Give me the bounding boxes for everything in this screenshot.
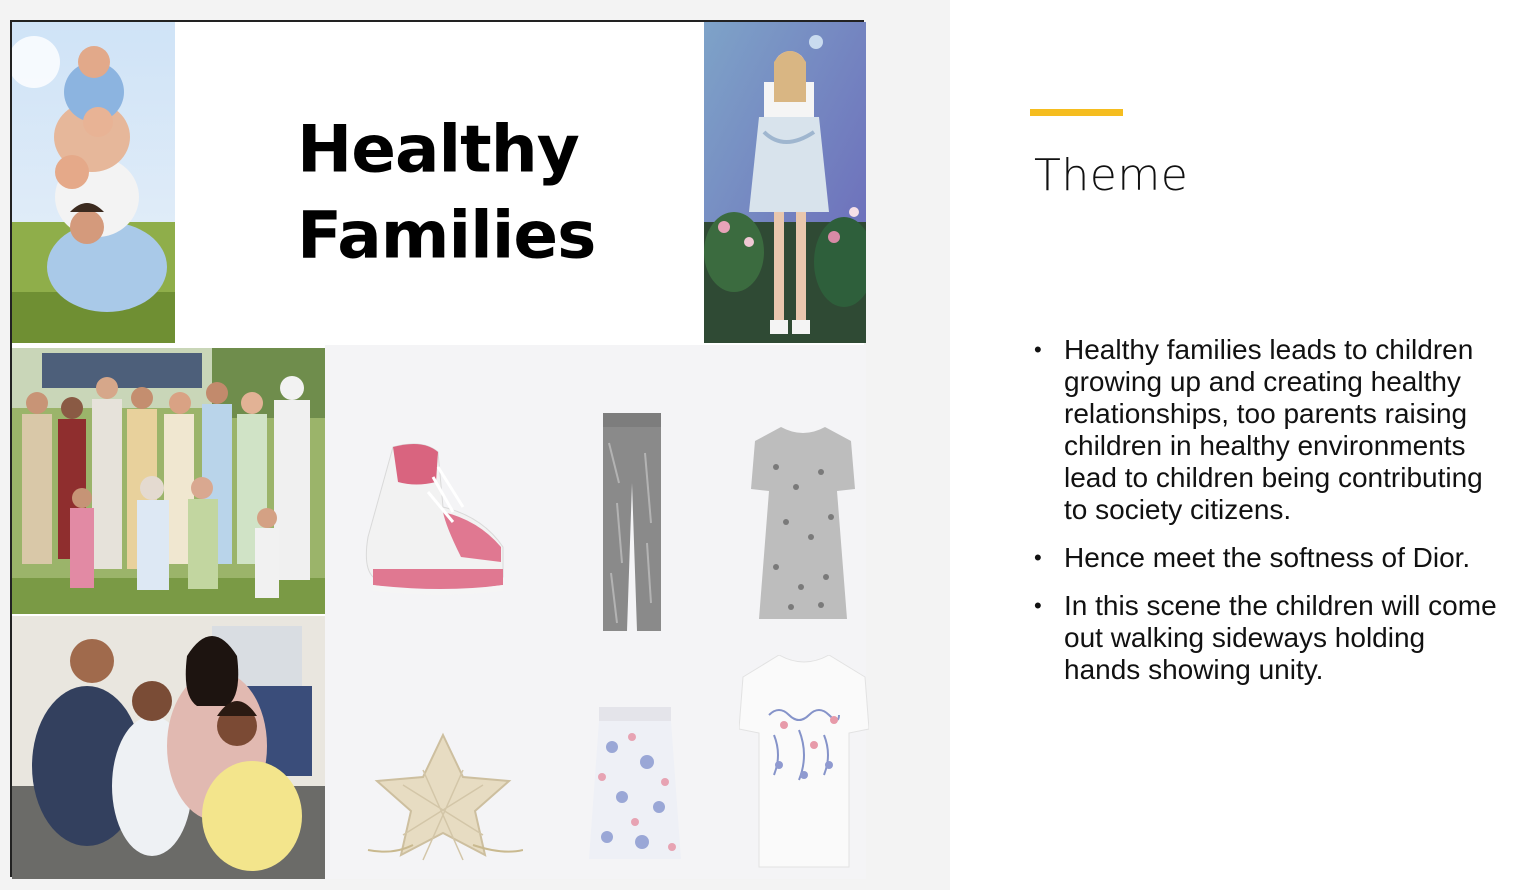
white-tee-dress-icon — [739, 655, 869, 869]
slide-text-panel — [950, 0, 1534, 890]
bullet-text: Hence meet the softness of Dior. — [1064, 542, 1471, 573]
dior-products-panel — [325, 345, 866, 879]
bullet-list — [1030, 334, 1500, 702]
accent-bar — [1030, 109, 1123, 116]
family-on-sofa-photo — [12, 616, 325, 879]
bullet-dot-icon: • — [1034, 545, 1042, 570]
family-stack-photo — [12, 22, 175, 343]
bullet-item — [1030, 542, 1500, 574]
collage-title — [297, 107, 595, 279]
bullet-item — [1030, 590, 1500, 686]
slide-heading: Theme — [1034, 150, 1189, 201]
grey-dress-icon — [751, 427, 855, 621]
mood-board-collage — [10, 20, 864, 877]
bullet-dot-icon: • — [1034, 593, 1042, 618]
bullet-text: Healthy families leads to children growing up and creating healthy relationships, too parents raising children in healthy environments lead to children being contributing to society citizens. — [1064, 334, 1483, 525]
floral-skirt-icon — [587, 707, 683, 863]
title-line-2: Families — [297, 197, 596, 274]
pink-sneaker-icon — [363, 437, 513, 607]
girl-in-flowers-photo — [704, 22, 866, 343]
extended-family-photo — [12, 348, 325, 614]
grey-trousers-icon — [597, 413, 667, 635]
bullet-dot-icon: • — [1034, 337, 1042, 362]
bullet-item — [1030, 334, 1500, 526]
title-line-1: Healthy — [297, 111, 579, 188]
bullet-text: In this scene the children will come out walking sideways holding hands showing unity. — [1064, 590, 1497, 685]
star-bag-icon — [363, 725, 523, 875]
